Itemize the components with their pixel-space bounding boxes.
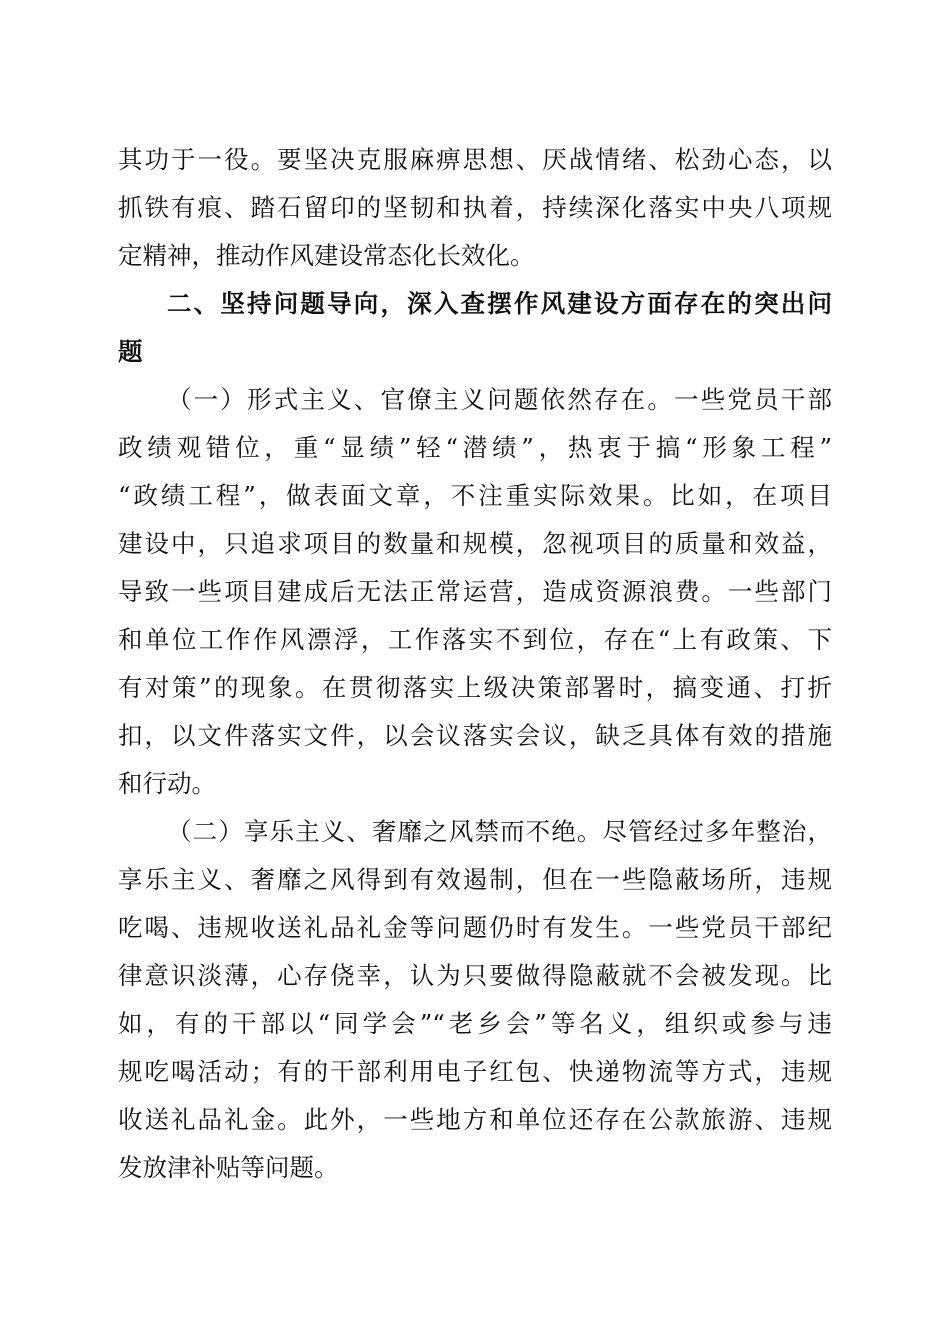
paragraph-line: 享乐主义、奢靡之风得到有效遏制，但在一些隐蔽场所，违规: [118, 865, 832, 894]
paragraph-line: 规吃喝活动；有的干部利用电子红包、快递物流等方式，违规: [118, 1057, 832, 1086]
paragraph-line: （一）形式主义、官僚主义问题依然存在。一些党员干部: [167, 385, 832, 414]
paragraph-line: 建设中，只追求项目的数量和规模，忽视项目的质量和效益，: [118, 529, 832, 558]
paragraph-line: 吃喝、违规收送礼品礼金等问题仍时有发生。一些党员干部纪: [118, 913, 832, 942]
paragraph-line: 政绩观错位，重“显绩”轻“潜绩”，热衷于搞“形象工程”: [118, 433, 832, 462]
section-heading: 二、坚持问题导向，深入查摆作风建设方面存在的突出问: [167, 289, 832, 318]
paragraph-line: 有对策”的现象。在贯彻落实上级决策部署时，搞变通、打折: [118, 673, 832, 702]
paragraph-line: “政绩工程”，做表面文章，不注重实际效果。比如，在项目: [118, 481, 832, 510]
paragraph-line: 导致一些项目建成后无法正常运营，造成资源浪费。一些部门: [118, 577, 832, 606]
paragraph-line: 发放津补贴等问题。: [118, 1153, 339, 1182]
paragraph-line: 收送礼品礼金。此外，一些地方和单位还存在公款旅游、违规: [118, 1105, 832, 1134]
section-heading: 题: [118, 337, 143, 366]
paragraph-line: （二）享乐主义、奢靡之风禁而不绝。尽管经过多年整治，: [167, 817, 832, 846]
paragraph-line: 抓铁有痕、踏石留印的坚韧和执着，持续深化落实中央八项规: [118, 193, 832, 222]
paragraph-line: 和行动。: [118, 769, 216, 798]
paragraph-line: 如，有的干部以“同学会”“老乡会”等名义，组织或参与违: [118, 1009, 832, 1038]
paragraph-line: 和单位工作作风漂浮，工作落实不到位，存在“上有政策、下: [118, 625, 832, 654]
paragraph-line: 定精神，推动作风建设常态化长效化。: [118, 241, 535, 270]
paragraph-line: 律意识淡薄，心存侥幸，认为只要做得隐蔽就不会被发现。比: [118, 961, 832, 990]
paragraph-line: 其功于一役。要坚决克服麻痹思想、厌战情绪、松劲心态，以: [118, 145, 832, 174]
paragraph-line: 扣，以文件落实文件，以会议落实会议，缺乏具体有效的措施: [118, 721, 832, 750]
